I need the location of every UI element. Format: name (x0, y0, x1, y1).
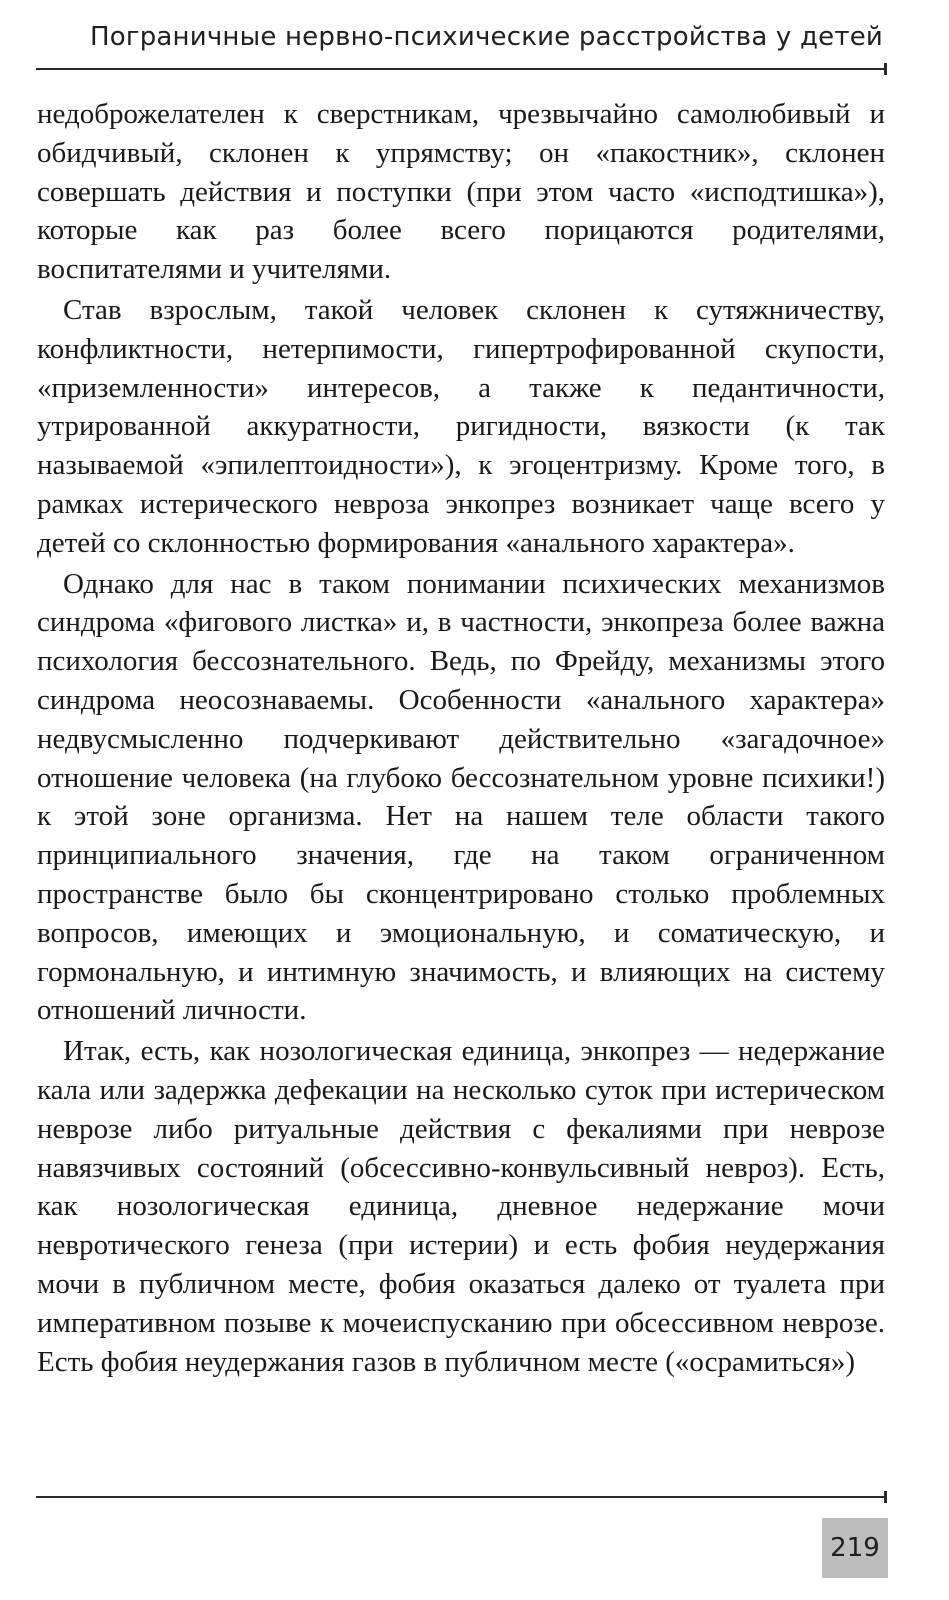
footer-rule (36, 1496, 886, 1498)
paragraph-3: Однако для нас в таком понимании психических механизмов синдрома «фигового листка» и, в частности, энкопреза более важна психология бессознательного. Ведь, по Фрейду, механизмы этого синдрома неосознаваемы. Особенности «анального характера» недвусмысленно подчеркивают действительно «загадочное» отношение человека (на глубоко бессознательном уровне психики!) к этой зоне организма. Нет на нашем теле области такого принципиального значения, где на таком ограниченном пространстве было бы сконцентрировано столько проблемных вопросов, имеющих и эмоциональную, и соматическую, и гормональную, и интимную значимость, и влияющих на систему отношений личности. (37, 567, 885, 1027)
paragraph-1: недоброжелателен к сверстникам, чрезвычайно самолюбивый и обидчивый, склонен к упрямству; он «пакостник», склонен совершать действия и поступки (при этом часто «исподтишка»), которые как раз более всего порицаются родителями, воспитателями и учителями. (37, 98, 885, 286)
header-rule (36, 68, 886, 70)
paragraph-2: Став взрослым, такой человек склонен к сутяжничеству, конфликтности, нетерпимости, гипертрофированной скупости, «приземленности» интересов, а также к педантичности, утрированной аккуратности, ригидности, вязкости (к так называемой «эпилептоидности»), к эгоцентризму. Кроме того, в рамках истерического невроза энкопрез возникает чаще всего у детей со склонностью формирования «анального характера». (37, 293, 885, 559)
paragraph-4: Итак, есть, как нозологическая единица, энкопрез — недержание кала или задержка дефекации на несколько суток при истерическом неврозе либо ритуальные действия с фекалиями при неврозе навязчивых состояний (обсессивно-конвульсивный невроз). Есть, как нозологическая единица, дневное недержание мочи невротического генеза (при истерии) и есть фобия неудержания мочи в публичном месте, фобия оказаться далеко от туалета при императивном позыве к мочеиспусканию при обсессивном неврозе. Есть фобия неудержания газов в публичном месте («осрамиться») (37, 1035, 885, 1378)
page-body (37, 95, 885, 1383)
page-number: 219 (822, 1518, 888, 1578)
running-title: Пограничные нервно-психические расстройства у детей (89, 22, 883, 52)
